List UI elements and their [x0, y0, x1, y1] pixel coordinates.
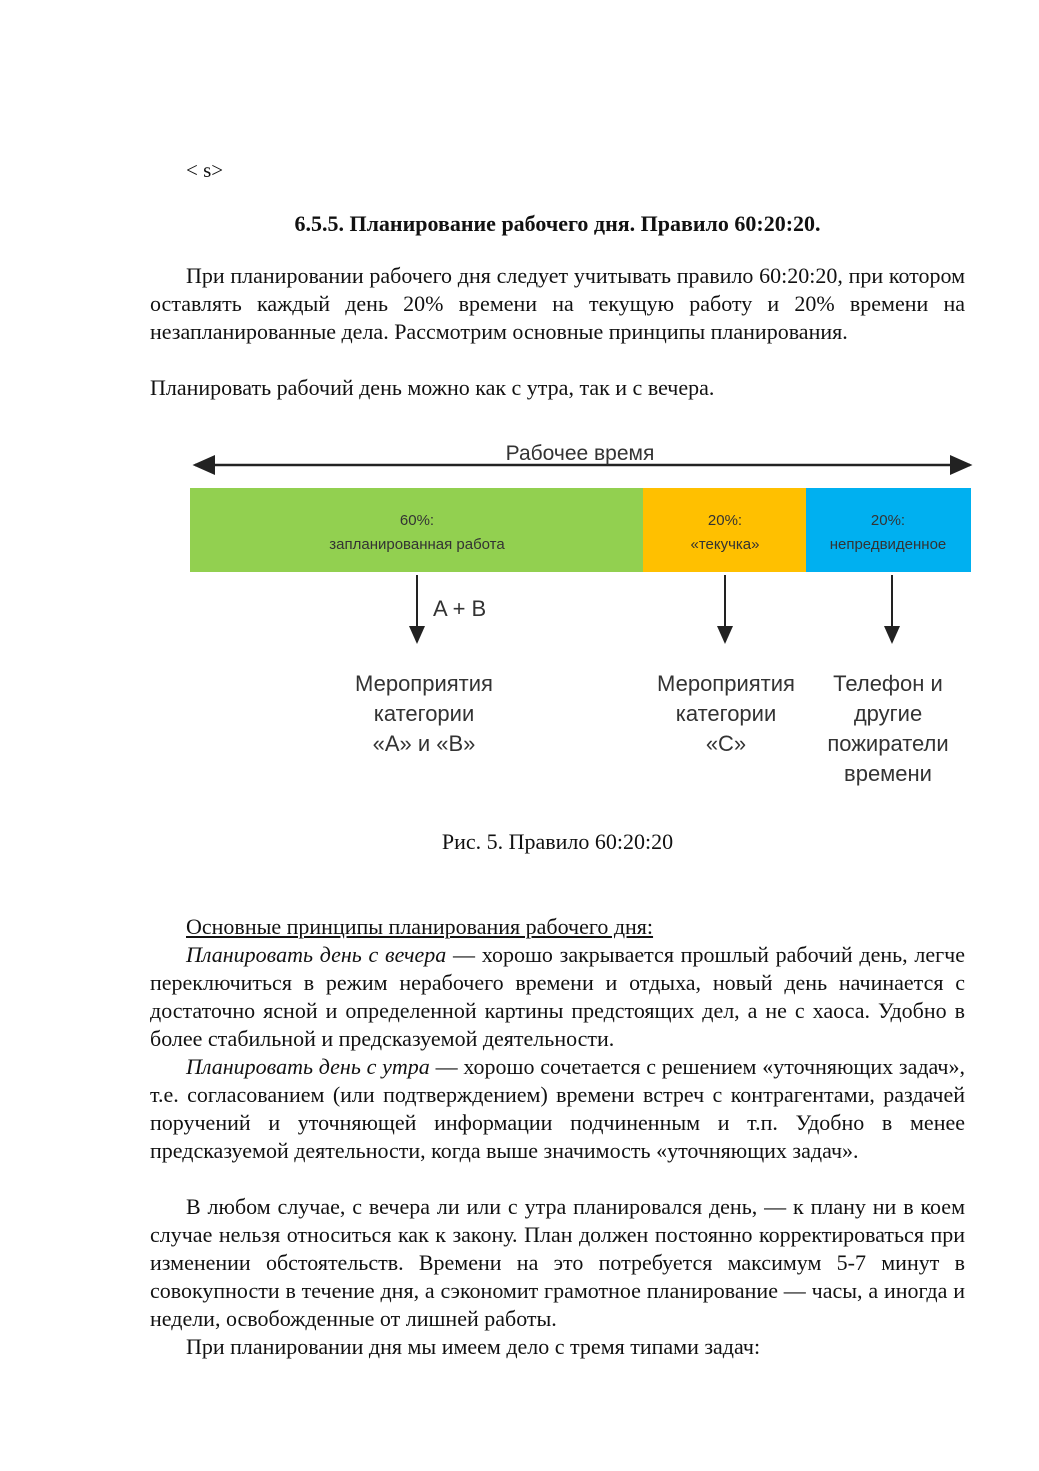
segment-unexpected: [806, 488, 971, 572]
segment-routine-percent: 20%:: [707, 512, 743, 529]
section-heading: 6.5.5. Планирование рабочего дня. Правило 60:20:20.: [294, 211, 821, 236]
target-c-line-3: «С»: [705, 731, 747, 756]
evening-term: Планировать день с вечера: [186, 942, 447, 967]
intro-paragraph: При планировании рабочего дня следует учитывать правило 60:20:20, при котором оставлять каждый день 20% времени на текущую работу и 20% времени на незапланированные дела. Рассмотрим основные принципы планирования.: [150, 263, 965, 344]
segment-planned: [190, 488, 643, 572]
anycase-paragraph: В любом случае, с вечера ли или с утра планировался день, — к плану ни в коем случае нельзя относиться как к закону. План должен постоянно корректироваться при изменении обстоятельств. Времени на это потребуется максимум 5-7 минут в совокупности в течение дня, а сэкономит грамотное планирование — часы, а иногда и недели, освобожденные от лишней работы.: [150, 1194, 965, 1331]
segment-routine: [643, 488, 806, 572]
segment-unexpected-percent: 20%:: [870, 512, 906, 529]
target-phone-line-3: пожиратели: [827, 731, 949, 756]
target-c-line-1: Мероприятия: [657, 671, 795, 696]
morning-paragraph: [150, 1053, 965, 1165]
morning-text: — хорошо сочетается с решением «уточняющих задач», т.е. согласованием (или подтверждением) времени встреч с контрагентами, раздачей поручений и уточняющей информации подчиненным и т.п. Удобно в менее предсказуемой деятельности, когда выше значимость «уточняющих задач».: [150, 1054, 966, 1163]
intro-paragraph-2: Планировать рабочий день можно как с утра, так и с вечера.: [150, 375, 715, 400]
target-ab-line-3: «А» и «В»: [372, 731, 476, 756]
figure-caption: Рис. 5. Правило 60:20:20: [441, 829, 674, 854]
target-ab-line-2: категории: [373, 701, 475, 726]
arrow-label-ab: A + B: [433, 596, 487, 621]
target-c-line-2: категории: [675, 701, 777, 726]
rule-60-20-20-diagram: [185, 430, 985, 800]
segment-planned-label: запланированная работа: [329, 536, 505, 553]
segment-unexpected-label: непредвиденное: [829, 536, 947, 553]
diagram-svg: [185, 430, 985, 800]
target-phone-line-4: времени: [844, 761, 932, 786]
target-ab-line-1: Мероприятия: [355, 671, 493, 696]
principles-subtitle: [150, 913, 965, 941]
principles-subtitle-text: Основные принципы планирования рабочего дня:: [186, 914, 654, 939]
task-types-paragraph: При планировании дня мы имеем дело с тремя типами задач:: [186, 1334, 761, 1359]
segment-routine-label: «текучка»: [690, 536, 760, 553]
segment-planned-percent: 60%:: [399, 512, 435, 529]
target-phone-line-1: Телефон и: [833, 671, 943, 696]
morning-term: Планировать день с утра: [186, 1054, 430, 1079]
work-time-title: Рабочее время: [505, 442, 655, 465]
evening-paragraph: [150, 941, 965, 1053]
section-marker: < s>: [186, 158, 224, 182]
target-phone-line-2: другие: [853, 701, 923, 726]
evening-text: — хорошо закрывается прошлый рабочий день, легче переключиться в режим нерабочего времени и отдыха, новый день начинается с достаточно ясной и определенной картины предстоящих дел, а не с хаоса. Удобно в более стабильной и предсказуемой деятельности.: [150, 942, 965, 1051]
